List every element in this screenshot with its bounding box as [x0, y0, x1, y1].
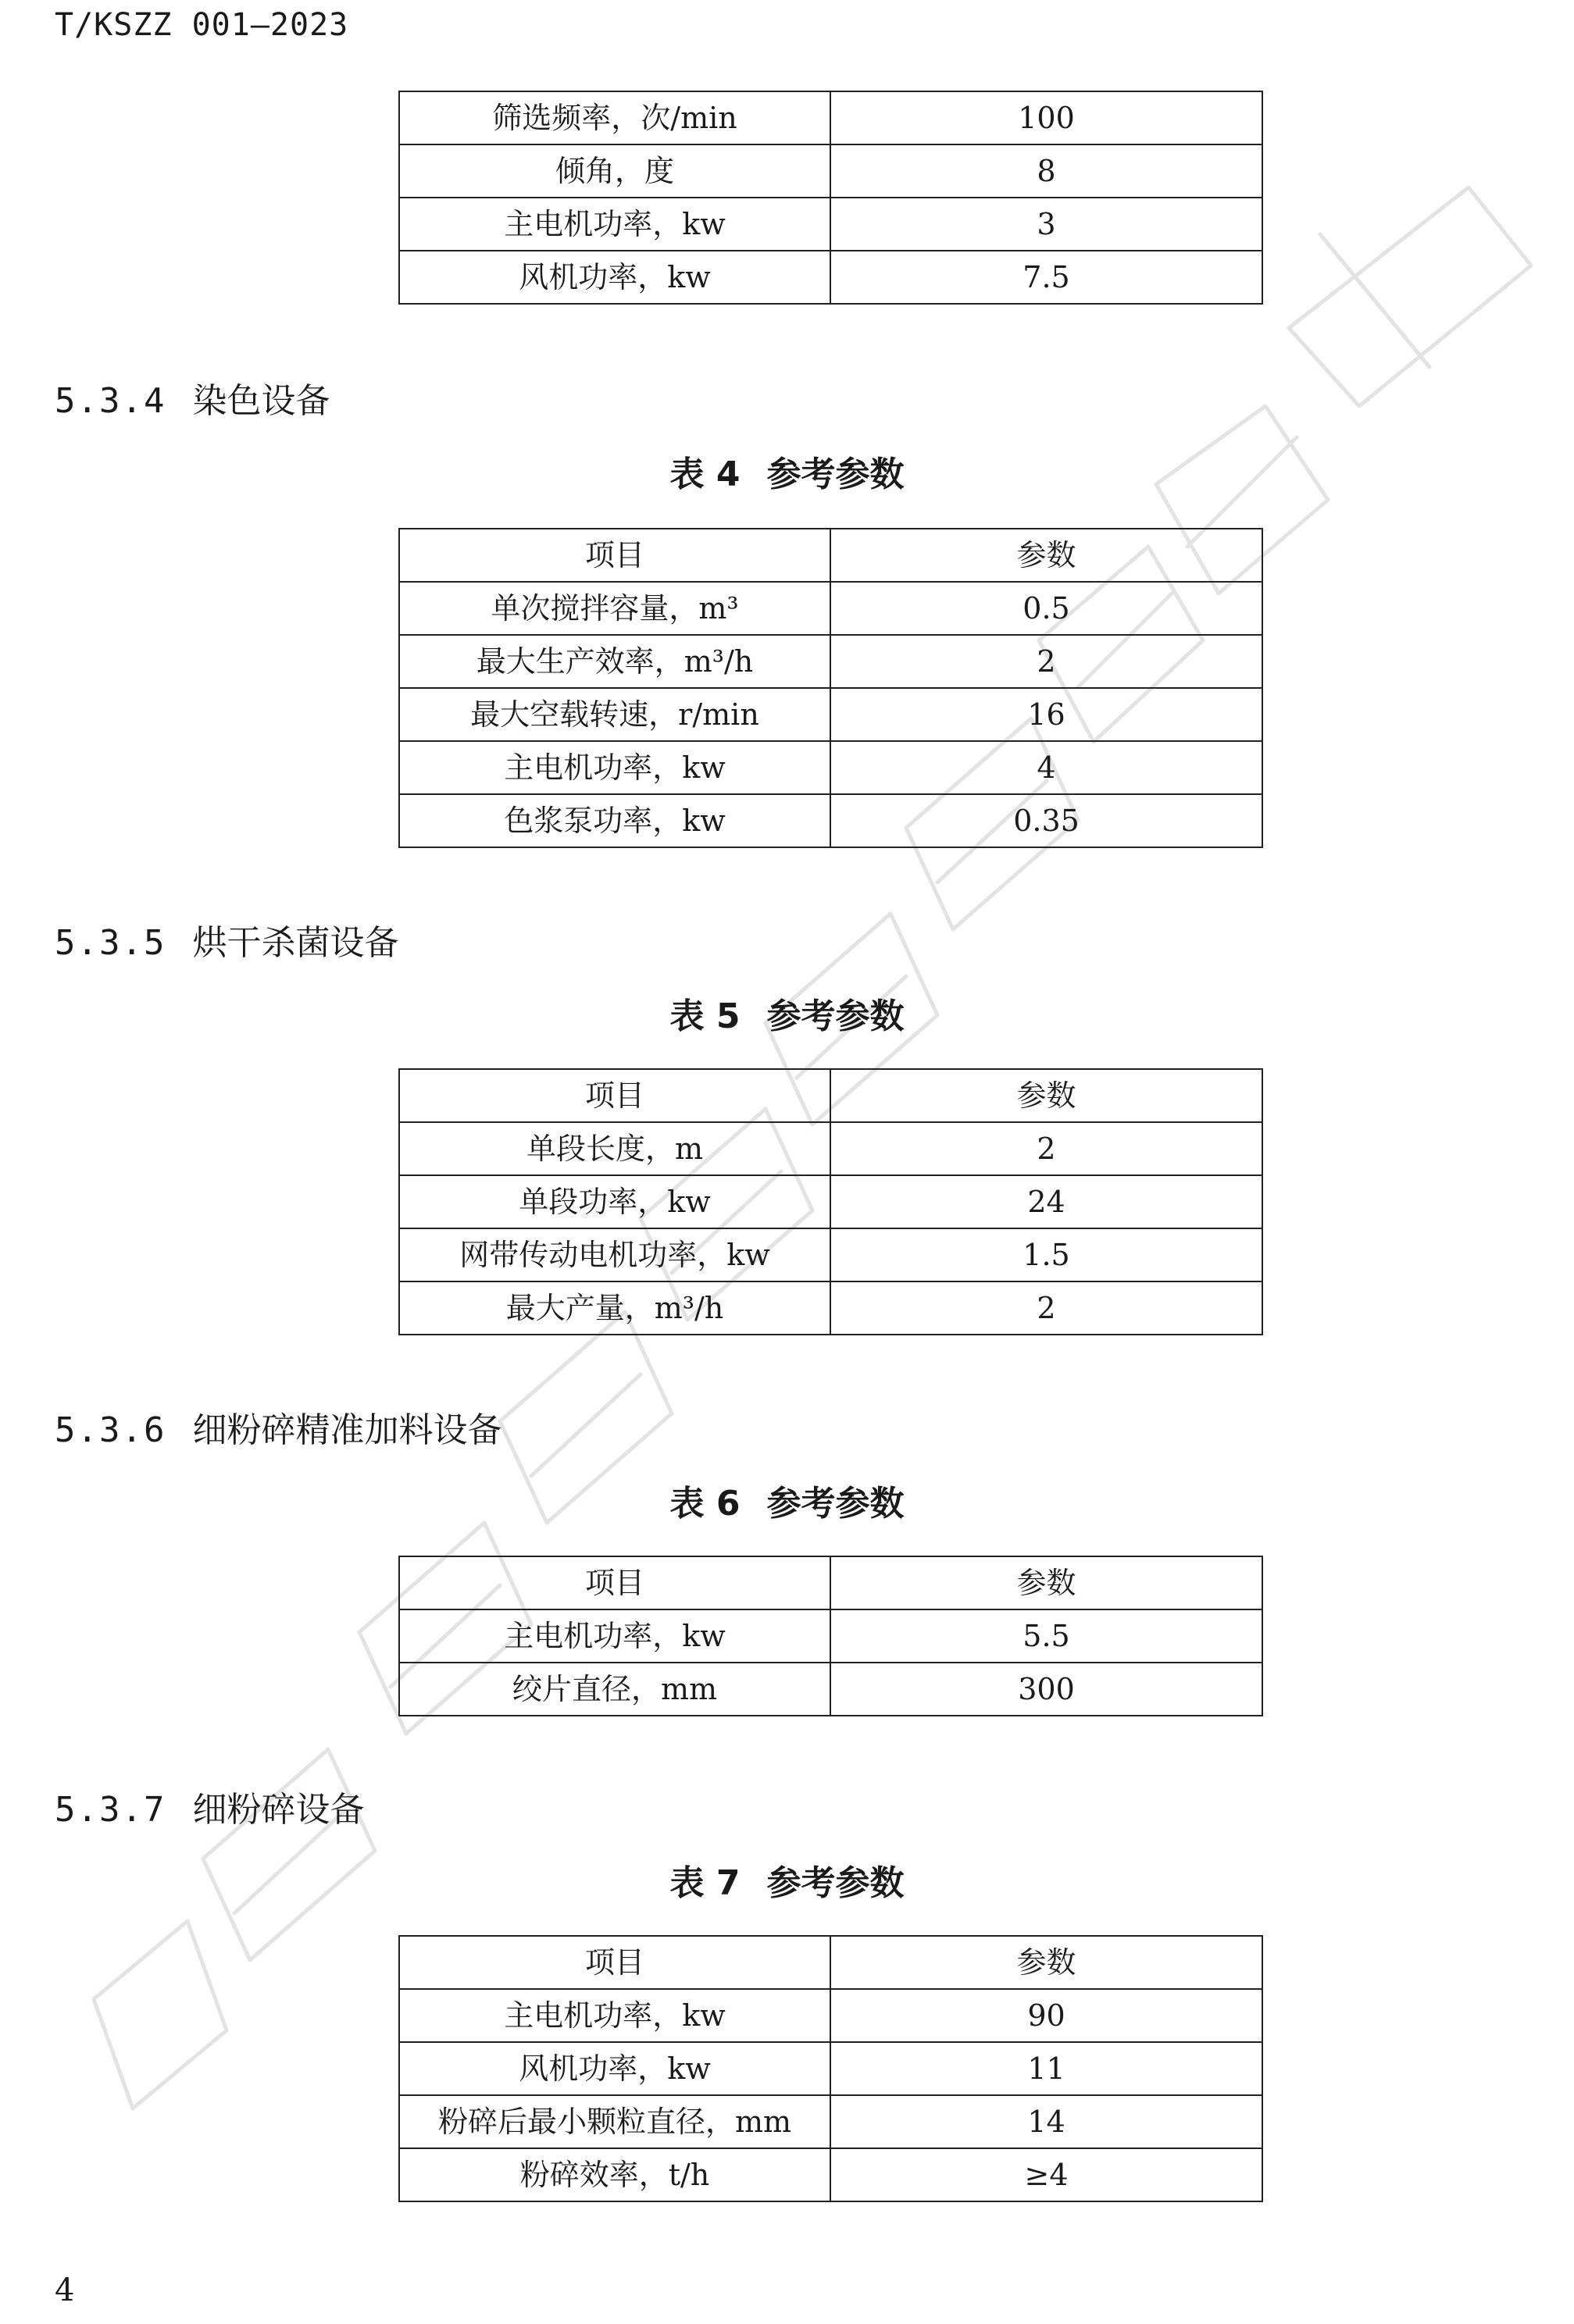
table-row: [399, 1989, 1262, 2042]
param-name-cell: 单段长度，m: [399, 1122, 830, 1175]
section-number: 5.3.4: [55, 381, 166, 421]
table-5-caption: [0, 993, 1574, 1040]
param-name-cell: 单段功率，kw: [399, 1175, 830, 1228]
param-name-cell: 粉碎效率，t/h: [399, 2148, 830, 2201]
table-6: [398, 1556, 1263, 1716]
table-header-row: [399, 1556, 1262, 1609]
param-value-cell: 24: [830, 1175, 1262, 1228]
param-name-cell: 绞片直径，mm: [399, 1663, 830, 1716]
param-name-cell: 网带传动电机功率，kw: [399, 1228, 830, 1281]
caption-title: 参考参数: [766, 996, 905, 1036]
param-value-cell: 100: [830, 91, 1262, 144]
param-value-cell: 300: [830, 1663, 1262, 1716]
param-name-cell: 风机功率，kw: [399, 2042, 830, 2095]
param-value-cell: 5.5: [830, 1609, 1262, 1663]
table-4: [398, 528, 1263, 848]
section-title: 烘干杀菌设备: [192, 923, 399, 963]
table-7-caption: [0, 1860, 1574, 1907]
caption-number: 表 5: [669, 996, 741, 1036]
section-number: 5.3.7: [55, 1790, 166, 1830]
param-name-cell: 粉碎后最小颗粒直径，mm: [399, 2095, 830, 2148]
param-value-cell: 1.5: [830, 1228, 1262, 1281]
table-row: [399, 582, 1262, 635]
column-header-value: 参数: [830, 1936, 1262, 1989]
param-name-cell: 最大产量，m³/h: [399, 1281, 830, 1335]
column-header-value: 参数: [830, 1069, 1262, 1122]
continued-parameter-table: [398, 91, 1263, 305]
table-row: [399, 635, 1262, 688]
param-name-cell: 最大生产效率，m³/h: [399, 635, 830, 688]
table-header-row: [399, 1936, 1262, 1989]
param-value-cell: 2: [830, 1122, 1262, 1175]
table-row: [399, 2095, 1262, 2148]
table-row: [399, 688, 1262, 741]
column-header-value: 参数: [830, 1556, 1262, 1609]
param-value-cell: 7.5: [830, 251, 1262, 304]
table-row: [399, 2148, 1262, 2201]
param-value-cell: ≥4: [830, 2148, 1262, 2201]
table-row: [399, 1663, 1262, 1716]
table-header-row: [399, 529, 1262, 582]
table-6-caption: [0, 1481, 1574, 1527]
table-row: [399, 741, 1262, 794]
param-value-cell: 4: [830, 741, 1262, 794]
caption-number: 表 6: [669, 1484, 741, 1524]
column-header-item: 项目: [399, 1069, 830, 1122]
param-name-cell: 主电机功率，kw: [399, 198, 830, 251]
table-4-caption: [0, 451, 1574, 498]
param-name-cell: 主电机功率，kw: [399, 741, 830, 794]
table-row: [399, 1281, 1262, 1335]
table-header-row: [399, 1069, 1262, 1122]
section-heading-5-3-7: [55, 1787, 364, 1834]
table-row: [399, 144, 1262, 198]
section-title: 染色设备: [192, 381, 330, 421]
table-7: [398, 1935, 1263, 2202]
table-row: [399, 1122, 1262, 1175]
table-row: [399, 1609, 1262, 1663]
table-row: [399, 251, 1262, 304]
param-value-cell: 8: [830, 144, 1262, 198]
column-header-item: 项目: [399, 1936, 830, 1989]
param-name-cell: 主电机功率，kw: [399, 1609, 830, 1663]
param-value-cell: 0.35: [830, 794, 1262, 847]
column-header-item: 项目: [399, 529, 830, 582]
table-5: [398, 1068, 1263, 1335]
param-value-cell: 14: [830, 2095, 1262, 2148]
param-name-cell: 最大空载转速，r/min: [399, 688, 830, 741]
document-code-header: T/KSZZ 001—2023: [55, 7, 349, 43]
page-number: 4: [55, 2272, 75, 2308]
table-row: [399, 1175, 1262, 1228]
param-value-cell: 3: [830, 198, 1262, 251]
caption-number: 表 4: [669, 454, 741, 494]
param-value-cell: 2: [830, 1281, 1262, 1335]
section-number: 5.3.5: [55, 923, 166, 963]
table-row: [399, 794, 1262, 847]
caption-number: 表 7: [669, 1863, 741, 1903]
param-name-cell: 主电机功率，kw: [399, 1989, 830, 2042]
param-value-cell: 0.5: [830, 582, 1262, 635]
param-value-cell: 90: [830, 1989, 1262, 2042]
caption-title: 参考参数: [766, 454, 905, 494]
table-row: [399, 198, 1262, 251]
section-title: 细粉碎设备: [192, 1790, 365, 1830]
table-row: [399, 2042, 1262, 2095]
section-number: 5.3.6: [55, 1410, 166, 1450]
section-heading-5-3-5: [55, 920, 398, 967]
section-heading-5-3-4: [55, 378, 330, 425]
table-row: [399, 91, 1262, 144]
table-row: [399, 1228, 1262, 1281]
param-name-cell: 单次搅拌容量，m³: [399, 582, 830, 635]
param-name-cell: 倾角，度: [399, 144, 830, 198]
caption-title: 参考参数: [766, 1484, 905, 1524]
section-heading-5-3-6: [55, 1407, 501, 1454]
caption-title: 参考参数: [766, 1863, 905, 1903]
section-title: 细粉碎精准加料设备: [192, 1410, 502, 1450]
param-name-cell: 风机功率，kw: [399, 251, 830, 304]
param-value-cell: 16: [830, 688, 1262, 741]
param-value-cell: 2: [830, 635, 1262, 688]
column-header-item: 项目: [399, 1556, 830, 1609]
param-value-cell: 11: [830, 2042, 1262, 2095]
param-name-cell: 色浆泵功率，kw: [399, 794, 830, 847]
column-header-value: 参数: [830, 529, 1262, 582]
param-name-cell: 筛选频率，次/min: [399, 91, 830, 144]
